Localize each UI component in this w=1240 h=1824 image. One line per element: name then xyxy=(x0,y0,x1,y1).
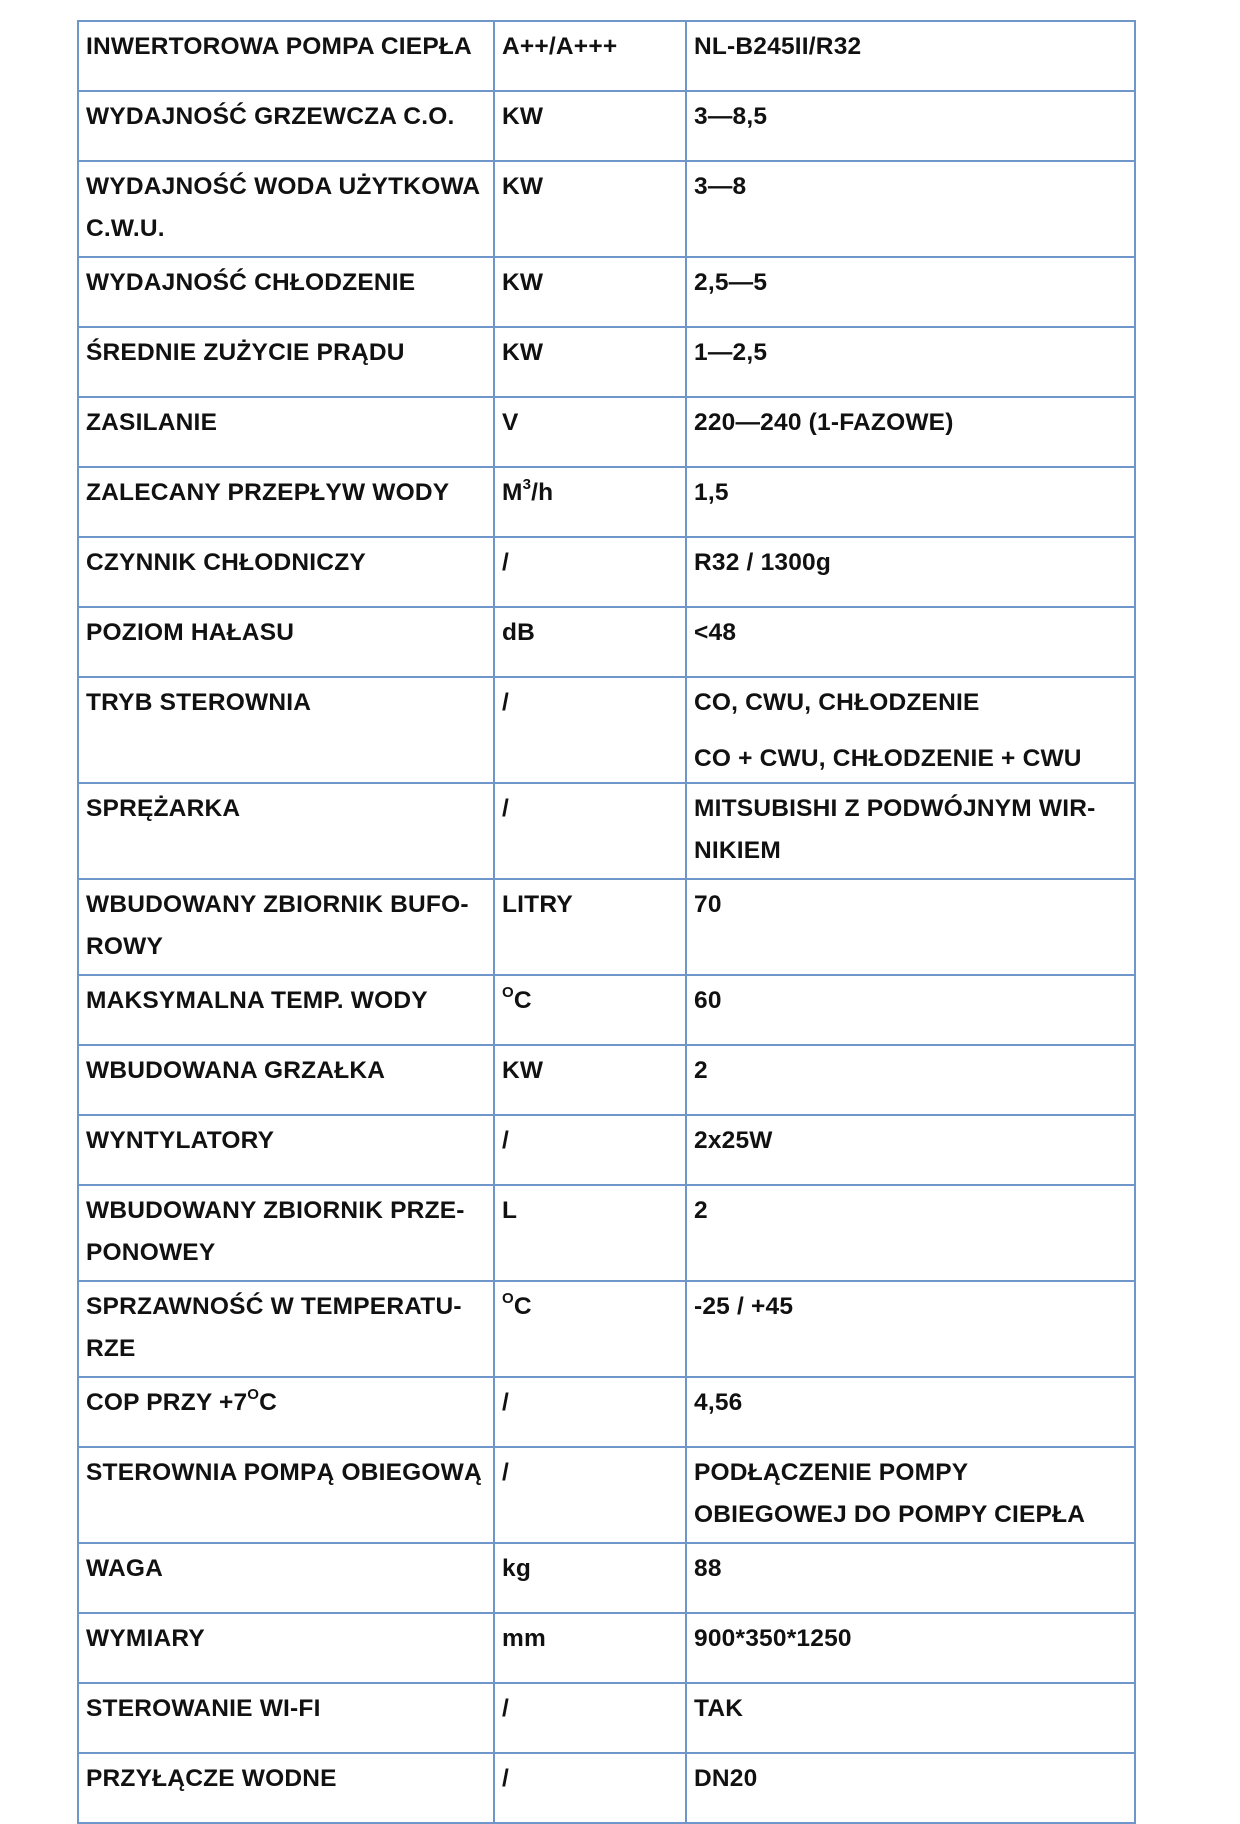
table-row xyxy=(78,607,1135,677)
row-unit: KW xyxy=(494,1045,686,1115)
row-value: 2 xyxy=(686,1045,1135,1115)
row-unit: KW xyxy=(494,161,686,257)
row-name: WBUDOWANY ZBIORNIK BUFO-ROWY xyxy=(78,879,494,975)
row-unit: / xyxy=(494,1447,686,1543)
row-name: SPRĘŻARKA xyxy=(78,783,494,879)
row-value: 1—2,5 xyxy=(686,327,1135,397)
table-row xyxy=(78,1447,1135,1543)
row-unit xyxy=(494,1281,686,1377)
row-name: POZIOM HAŁASU xyxy=(78,607,494,677)
row-name: WYDAJNOŚĆ CHŁODZENIE xyxy=(78,257,494,327)
unit-rest: C xyxy=(513,1293,532,1320)
row-unit: LITRY xyxy=(494,879,686,975)
table-row xyxy=(78,975,1135,1045)
table-row xyxy=(78,467,1135,537)
row-unit: / xyxy=(494,1115,686,1185)
row-unit: dB xyxy=(494,607,686,677)
row-name: MAKSYMALNA TEMP. WODY xyxy=(78,975,494,1045)
unit-superscript: O xyxy=(502,1290,514,1307)
table-row xyxy=(78,257,1135,327)
name-rest: C xyxy=(259,1389,278,1416)
table-row xyxy=(78,677,1135,783)
row-value: PODŁĄCZENIE POMPY OBIEGOWEJ DO POMPY CIEPŁA xyxy=(686,1447,1135,1543)
row-unit: / xyxy=(494,1377,686,1447)
row-unit xyxy=(494,975,686,1045)
header-model: NL-B245II/R32 xyxy=(686,21,1135,91)
row-value: R32 / 1300g xyxy=(686,537,1135,607)
value-line: CO, CWU, CHŁODZENIE xyxy=(694,689,980,716)
row-name: PRZYŁĄCZE WODNE xyxy=(78,1753,494,1823)
row-name xyxy=(78,1377,494,1447)
row-name: WBUDOWANY ZBIORNIK PRZE-PONOWEY xyxy=(78,1185,494,1281)
table-row xyxy=(78,879,1135,975)
row-name: SPRZAWNOŚĆ W TEMPERATU-RZE xyxy=(78,1281,494,1377)
table-row xyxy=(78,1543,1135,1613)
row-unit: kg xyxy=(494,1543,686,1613)
table-row xyxy=(78,1377,1135,1447)
table-row xyxy=(78,161,1135,257)
row-name: STEROWNIA POMPĄ OBIEGOWĄ xyxy=(78,1447,494,1543)
table-row xyxy=(78,1613,1135,1683)
row-name: STEROWANIE WI-FI xyxy=(78,1683,494,1753)
row-value: TAK xyxy=(686,1683,1135,1753)
table-header-row xyxy=(78,21,1135,91)
row-value: 900*350*1250 xyxy=(686,1613,1135,1683)
row-unit: mm xyxy=(494,1613,686,1683)
header-energy-class: A++/A+++ xyxy=(494,21,686,91)
table-row xyxy=(78,1115,1135,1185)
row-unit: / xyxy=(494,1683,686,1753)
row-value: <48 xyxy=(686,607,1135,677)
table-row xyxy=(78,1185,1135,1281)
row-unit: KW xyxy=(494,257,686,327)
row-unit: / xyxy=(494,783,686,879)
row-value: 2x25W xyxy=(686,1115,1135,1185)
row-unit: / xyxy=(494,537,686,607)
table-row xyxy=(78,327,1135,397)
row-unit: KW xyxy=(494,91,686,161)
row-value: 3—8,5 xyxy=(686,91,1135,161)
row-value: MITSUBISHI Z PODWÓJNYM WIR-NIKIEM xyxy=(686,783,1135,879)
unit-rest: C xyxy=(513,987,532,1014)
name-superscript: O xyxy=(247,1386,260,1403)
row-name: WAGA xyxy=(78,1543,494,1613)
row-value: DN20 xyxy=(686,1753,1135,1823)
row-name: ZASILANIE xyxy=(78,397,494,467)
table-row xyxy=(78,1683,1135,1753)
unit-superscript: O xyxy=(502,984,514,1001)
name-base: COP PRZY +7 xyxy=(86,1389,248,1416)
row-value: 70 xyxy=(686,879,1135,975)
row-value: 1,5 xyxy=(686,467,1135,537)
row-unit: KW xyxy=(494,327,686,397)
row-unit: L xyxy=(494,1185,686,1281)
row-name: CZYNNIK CHŁODNICZY xyxy=(78,537,494,607)
unit-base: M xyxy=(502,479,523,506)
value-line: CO + CWU, CHŁODZENIE + CWU xyxy=(694,745,1082,772)
row-name: WYDAJNOŚĆ GRZEWCZA C.O. xyxy=(78,91,494,161)
row-value: 4,56 xyxy=(686,1377,1135,1447)
row-value xyxy=(686,677,1135,783)
row-value: 60 xyxy=(686,975,1135,1045)
unit-rest: /h xyxy=(531,479,554,506)
row-value: -25 / +45 xyxy=(686,1281,1135,1377)
row-unit: / xyxy=(494,1753,686,1823)
spec-table xyxy=(77,20,1136,1824)
row-value: 220—240 (1-FAZOWE) xyxy=(686,397,1135,467)
row-name: WBUDOWANA GRZAŁKA xyxy=(78,1045,494,1115)
row-unit xyxy=(494,467,686,537)
row-value: 2,5—5 xyxy=(686,257,1135,327)
row-name: WYNTYLATORY xyxy=(78,1115,494,1185)
row-name: WYDAJNOŚĆ WODA UŻYTKOWA C.W.U. xyxy=(78,161,494,257)
unit-superscript: 3 xyxy=(522,476,532,493)
header-product-name: INWERTOROWA POMPA CIEPŁA xyxy=(78,21,494,91)
table-row xyxy=(78,91,1135,161)
table-row xyxy=(78,1753,1135,1823)
table-row xyxy=(78,1045,1135,1115)
row-name: WYMIARY xyxy=(78,1613,494,1683)
row-unit: V xyxy=(494,397,686,467)
table-row xyxy=(78,397,1135,467)
table-row xyxy=(78,1281,1135,1377)
row-name: ZALECANY PRZEPŁYW WODY xyxy=(78,467,494,537)
table-row xyxy=(78,783,1135,879)
table-row xyxy=(78,537,1135,607)
row-name: ŚREDNIE ZUŻYCIE PRĄDU xyxy=(78,327,494,397)
row-name: TRYB STEROWNIA xyxy=(78,677,494,783)
row-value: 3—8 xyxy=(686,161,1135,257)
row-value: 88 xyxy=(686,1543,1135,1613)
row-value: 2 xyxy=(686,1185,1135,1281)
row-unit: / xyxy=(494,677,686,783)
